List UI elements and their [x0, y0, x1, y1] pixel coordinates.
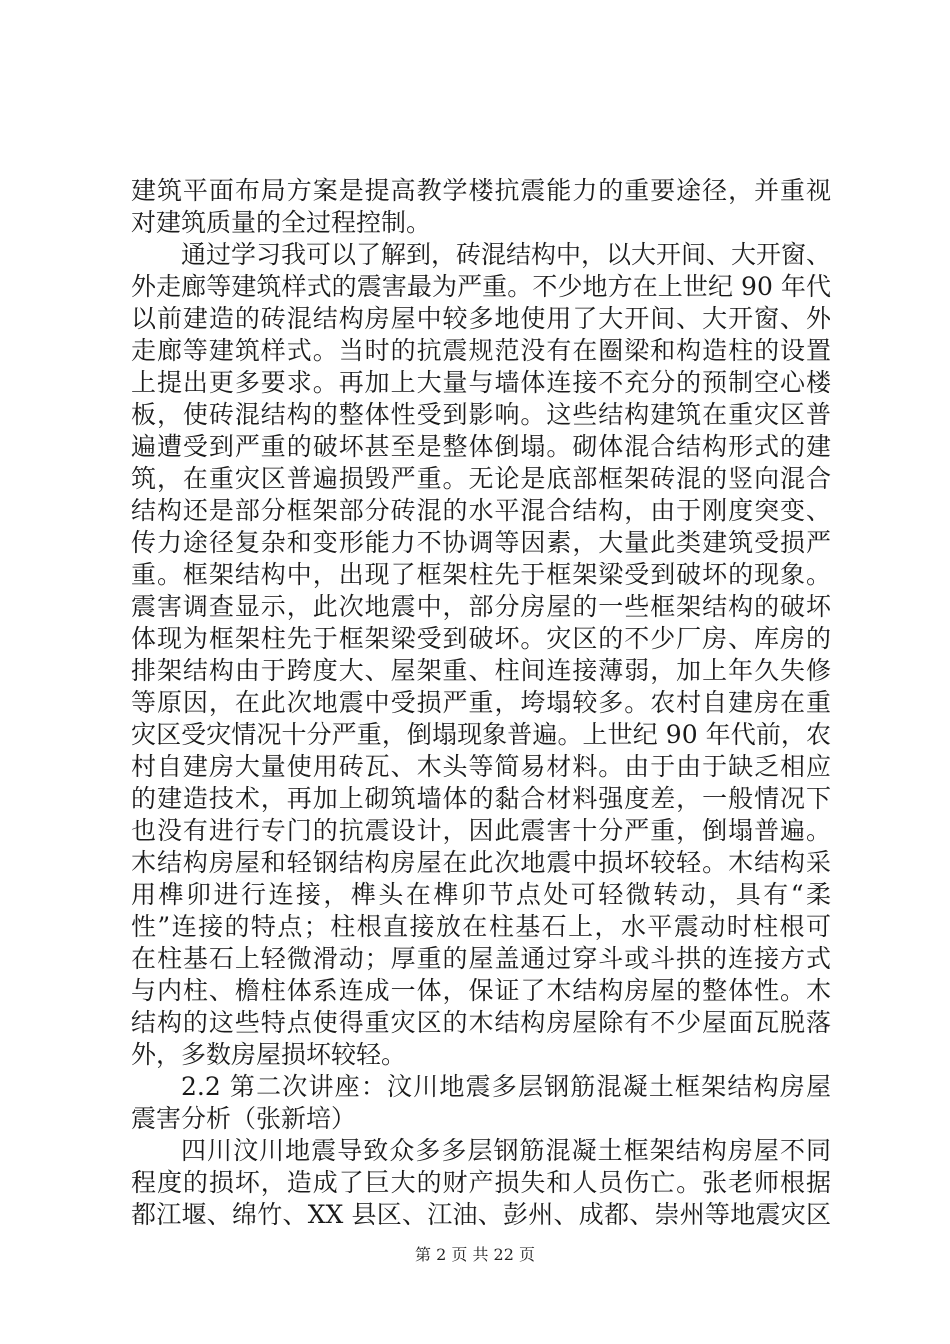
text-line: 结构还是部分框架部分砖混的水平混合结构，由于刚度突变、: [131, 496, 831, 525]
paragraph: [131, 1071, 831, 1135]
text-line: 遍遭受到严重的破坏甚至是整体倒塌。砌体混合结构形式的建: [131, 432, 831, 461]
text-line: 传力途径复杂和变形能力不协调等因素，大量此类建筑受损严: [131, 528, 831, 557]
text-line: 四川汶川地震导致众多多层钢筋混凝土框架结构房屋不同: [181, 1136, 831, 1165]
paragraph: [131, 239, 831, 1071]
text-line: 重。框架结构中，出现了框架柱先于框架梁受到破坏的现象。: [131, 560, 831, 589]
page-footer: 第 2 页 共 22 页: [415, 1245, 535, 1264]
text-line: 以前建造的砖混结构房屋中较多地使用了大开间、大开窗、外: [131, 304, 831, 333]
document-body: [131, 175, 831, 1231]
text-line: 上提出更多要求。再加上大量与墙体连接不充分的预制空心楼: [131, 368, 831, 397]
text-line: 在柱基石上轻微滑动；厚重的屋盖通过穿斗或斗拱的连接方式: [131, 944, 831, 973]
text-line: 2.2 第二次讲座：汶川地震多层钢筋混凝土框架结构房屋: [181, 1072, 831, 1101]
text-line: 灾区受灾情况十分严重，倒塌现象普遍。上世纪 90 年代前，农: [131, 720, 831, 749]
text-line: 对建筑质量的全过程控制。: [131, 208, 432, 237]
text-line: 程度的损坏，造成了巨大的财产损失和人员伤亡。张老师根据: [131, 1168, 831, 1197]
text-line: 震害调查显示，此次地震中，部分房屋的一些框架结构的破坏: [131, 592, 831, 621]
text-line: 板，使砖混结构的整体性受到影响。这些结构建筑在重灾区普: [131, 400, 831, 429]
text-line: 用榫卯进行连接，榫头在榫卯节点处可轻微转动，具有“柔: [131, 880, 831, 909]
text-line: 排架结构由于跨度大、屋架重、柱间连接薄弱，加上年久失修: [131, 656, 831, 685]
text-line: 体现为框架柱先于框架梁受到破坏。灾区的不少厂房、库房的: [131, 624, 831, 653]
text-line: 震害分析（张新培）: [131, 1104, 357, 1133]
text-line: 都江堰、绵竹、XX 县区、江油、彭州、成都、崇州等地震灾区: [131, 1200, 831, 1229]
text-line: 外，多数房屋损坏较轻。: [131, 1040, 407, 1069]
text-line: 外走廊等建筑样式的震害最为严重。不少地方在上世纪 90 年代: [131, 272, 831, 301]
text-line: 的建造技术，再加上砌筑墙体的黏合材料强度差，一般情况下: [131, 784, 831, 813]
text-line: 通过学习我可以了解到，砖混结构中，以大开间、大开窗、: [181, 240, 832, 269]
paragraph: [131, 1135, 831, 1231]
text-line: 也没有进行专门的抗震设计，因此震害十分严重，倒塌普遍。: [131, 816, 831, 845]
text-line: 村自建房大量使用砖瓦、木头等简易材料。由于由于缺乏相应: [131, 752, 831, 781]
text-line: 性”连接的特点；柱根直接放在柱基石上，水平震动时柱根可: [131, 912, 831, 941]
text-line: 木结构房屋和轻钢结构房屋在此次地震中损坏较轻。木结构采: [131, 848, 831, 877]
text-line: 等原因，在此次地震中受损严重，垮塌较多。农村自建房在重: [131, 688, 831, 717]
text-line: 建筑平面布局方案是提高教学楼抗震能力的重要途径，并重视: [131, 176, 831, 205]
text-line: 筑，在重灾区普遍损毁严重。无论是底部框架砖混的竖向混合: [131, 464, 831, 493]
text-line: 走廊等建筑样式。当时的抗震规范没有在圈梁和构造柱的设置: [131, 336, 831, 365]
text-line: 结构的这些特点使得重灾区的木结构房屋除有不少屋面瓦脱落: [131, 1008, 831, 1037]
text-line: 与内柱、檐柱体系连成一体，保证了木结构房屋的整体性。木: [131, 976, 831, 1005]
paragraph: [131, 175, 831, 239]
